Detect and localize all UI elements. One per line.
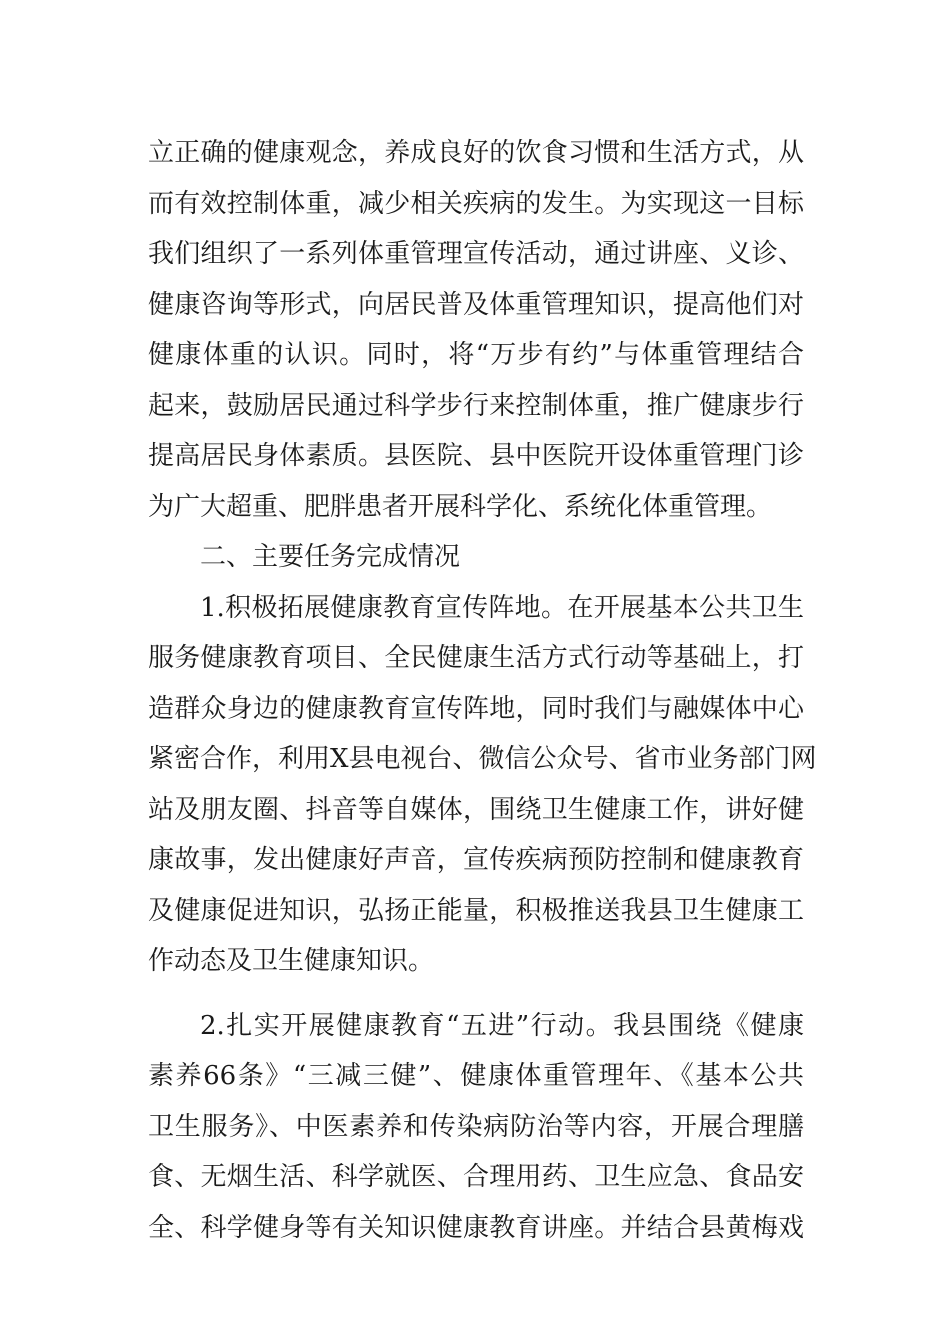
paragraph-line: 服务健康教育项目、全民健康生活方式行动等基础上，打 (148, 643, 804, 673)
paragraph-line: 而有效控制体重，减少相关疾病的发生。为实现这一目标 (148, 189, 804, 219)
paragraph-line: 全、科学健身等有关知识健康教育讲座。并结合县黄梅戏 (148, 1213, 804, 1243)
paragraph-line: 紧密合作，利用X县电视台、微信公众号、省市业务部门网 (148, 744, 817, 774)
paragraph-line: 立正确的健康观念，养成良好的饮食习惯和生活方式，从 (148, 138, 804, 168)
paragraph-line: 健康咨询等形式，向居民普及体重管理知识，提高他们对 (148, 290, 804, 320)
paragraph-line: 康故事，发出健康好声音，宣传疾病预防控制和健康教育 (148, 845, 804, 875)
paragraph-line-first: 2.扎实开展健康教育“五进”行动。我县围绕《健康 (200, 1011, 804, 1041)
paragraph-line: 卫生服务》、中医素养和传染病防治等内容，开展合理膳 (148, 1112, 804, 1142)
paragraph-line-first: 1.积极拓展健康教育宣传阵地。在开展基本公共卫生 (200, 593, 804, 623)
paragraph-line: 素养66条》“三减三健”、健康体重管理年、《基本公共 (148, 1061, 804, 1091)
paragraph-line: 起来，鼓励居民通过科学步行来控制体重，推广健康步行 (148, 391, 804, 421)
paragraph-line: 及健康促进知识，弘扬正能量，积极推送我县卫生健康工 (148, 896, 804, 926)
paragraph-line: 造群众身边的健康教育宣传阵地，同时我们与融媒体中心 (148, 694, 804, 724)
paragraph-line: 提高居民身体素质。县医院、县中医院开设体重管理门诊 (148, 441, 804, 471)
paragraph-line: 健康体重的认识。同时，将“万步有约”与体重管理结合 (148, 340, 804, 370)
paragraph-line: 我们组织了一系列体重管理宣传活动，通过讲座、义诊、 (148, 239, 804, 269)
paragraph-line: 食、无烟生活、科学就医、合理用药、卫生应急、食品安 (148, 1162, 804, 1192)
section-heading: 二、主要任务完成情况 (200, 542, 461, 572)
paragraph-line-last: 作动态及卫生健康知识。 (148, 946, 435, 976)
paragraph-line-last: 为广大超重、肥胖患者开展科学化、系统化体重管理。 (148, 492, 773, 522)
paragraph-line: 站及朋友圈、抖音等自媒体，围绕卫生健康工作，讲好健 (148, 795, 804, 825)
